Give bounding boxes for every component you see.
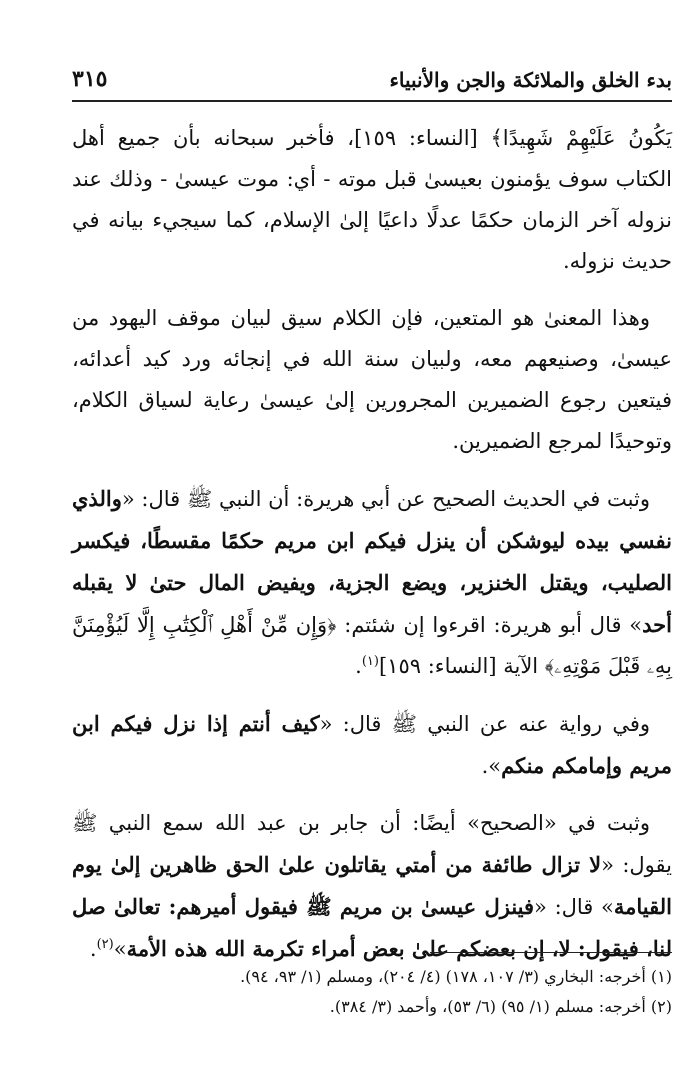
paragraph-5-end: .	[89, 937, 97, 961]
hadith-text-2: كيف أنتم إذا نزل فيكم ابن مريم وإمامكم منكم	[72, 711, 672, 778]
footnote-1: (١) أخرجه: البخاري (٣/ ١٠٧، ١٧٨) (٤/ ٢٠٤)، ومسلم (١/ ٩٣، ٩٤).	[240, 967, 672, 986]
paragraph-5-intro: وثبت في «الصحيح» أيضًا: أن جابر بن عبد الله سمع النبي ﷺ يقول: «	[72, 811, 672, 877]
header-divider	[72, 100, 672, 102]
footnote-ref-2: (٢)	[96, 937, 114, 952]
paragraph-4-intro: وفي رواية عنه عن النبي ﷺ قال: «	[319, 712, 650, 736]
footnote-2: (٢) أخرجه: مسلم (١/ ٩٥) (٦/ ٥٣)، وأحمد (٣/ ٣٨٤).	[329, 997, 672, 1016]
paragraph-5-connector: » قال: «	[534, 895, 614, 919]
footnotes	[72, 962, 672, 1022]
paragraph-5-close-quote: »	[113, 937, 127, 961]
hadith-text-4: فينزل عيسىٰ بن مريم ﷺ فيقول أميرهم: تعالىٰ صل لنا، فيقول: لا، إن بعضكم علىٰ بعض أمراء تكرمة الله هذه الأمة	[72, 894, 672, 961]
paragraph-3	[72, 478, 672, 687]
paragraph-4-end: ».	[481, 754, 502, 778]
paragraph-3-end: .	[355, 654, 362, 678]
paragraph-2-text: وهذا المعنىٰ هو المتعين، فإن الكلام سيق لبيان موقف اليهود من عيسىٰ، وصنيعهم معه، ولبيان سنة الله في إنجائه ورد كيد أعدائه، فيتعين رجوع الضميرين المجرورين إلىٰ عيسىٰ رعاية لسياق الكلام، وتوحيدًا لمرجع الضميرين.	[72, 306, 672, 453]
paragraph-4	[72, 703, 672, 787]
main-text	[72, 118, 672, 986]
footnote-ref-1: (١)	[361, 654, 379, 669]
hadith-text-3: لا تزال طائفة من أمتي يقاتلون علىٰ الحق ظاهرين إلىٰ يوم القيامة	[72, 852, 672, 919]
page-header	[72, 56, 672, 92]
paragraph-3-intro: وثبت في الحديث الصحيح عن أبي هريرة: أن النبي ﷺ قال: «	[121, 487, 650, 511]
paragraph-5	[72, 803, 672, 970]
paragraph-3-quran-citation: » قال أبو هريرة: اقرءوا إن شئتم: ﴿وَإِن مِّنْ أَهْلِ ٱلْكِتَٰبِ إِلَّا لَيُؤْمِنَنَّ بِهِۦ قَبْلَ مَوْتِهِۦ﴾ الآية [النساء: ١٥٩]	[72, 613, 672, 678]
paragraph-1-text: يَكُونُ عَلَيْهِمْ شَهِيدًا﴾ [النساء: ١٥٩]، فأخبر سبحانه بأن جميع أهل الكتاب سوف يؤمنون بعيسىٰ قبل موته - أي: موت عيسىٰ - وذلك عند نزوله آخر الزمان حكمًا عدلًا داعيًا إلىٰ الإسلام، كما سيجيء بيانه في حديث نزوله.	[72, 126, 672, 273]
running-title: بدء الخلق والملائكة والجن والأنبياء	[389, 68, 672, 92]
page-number: ٣١٥	[72, 66, 108, 92]
paragraph-2	[72, 298, 672, 462]
footnote-divider	[430, 952, 672, 953]
hadith-text-1: والذي نفسي بيده ليوشكن أن ينزل فيكم ابن مريم حكمًا مقسطًا، فيكسر الصليب، ويقتل الخنزير، ويضع الجزية، ويفيض المال حتىٰ لا يقبله أحد	[72, 486, 672, 637]
paragraph-1	[72, 118, 672, 282]
